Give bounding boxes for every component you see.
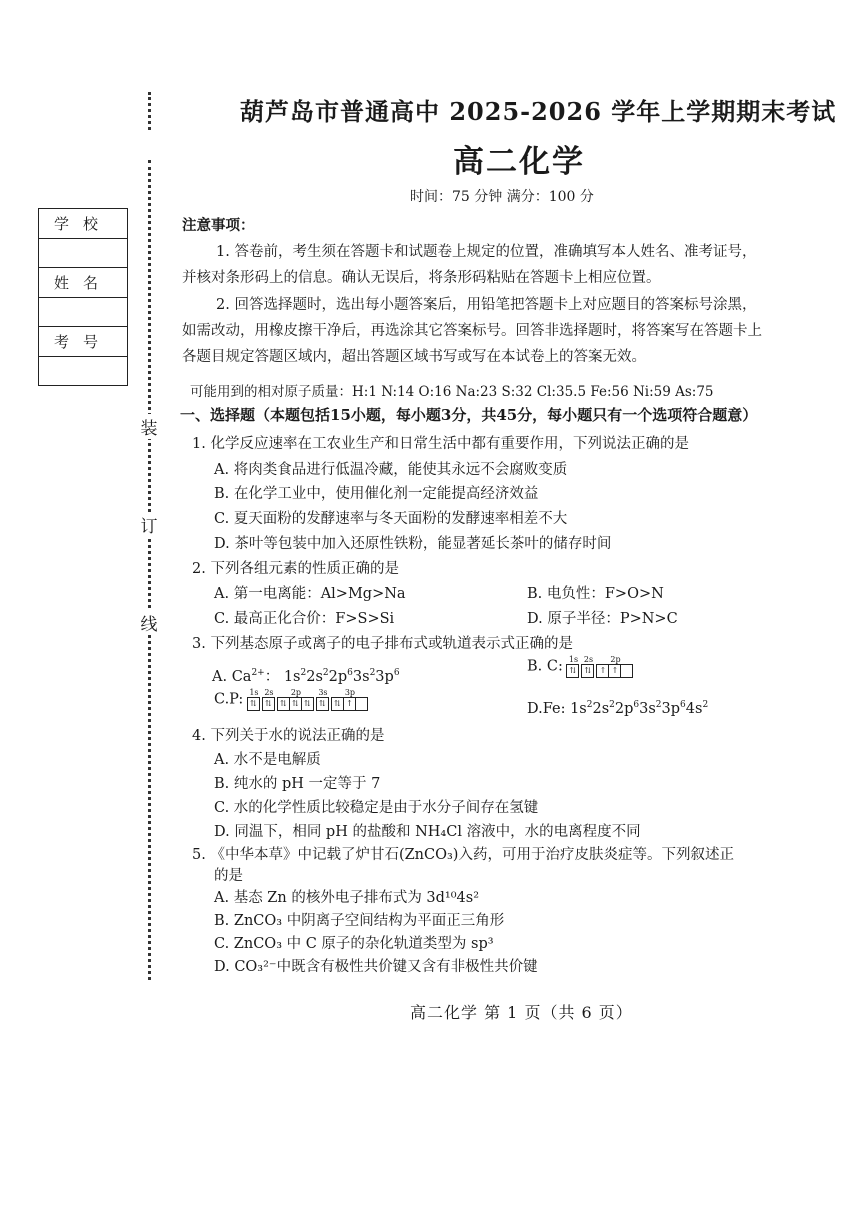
q3-d-config: [570, 701, 708, 717]
orbital-box: [620, 664, 633, 678]
q3-c-prefix: C.P:: [214, 691, 244, 708]
exam-number-label: 考号: [39, 327, 127, 357]
orbital-boxes: [597, 664, 633, 678]
orbital-boxes: [317, 697, 329, 711]
q2-option-b[interactable]: B. 电负性：F>O>N: [527, 586, 664, 602]
binding-char-xian: 线: [138, 610, 160, 635]
page-footer: 高二化学 第 1 页（共 6 页）: [410, 1003, 633, 1022]
orbital-group: [597, 655, 633, 678]
q3-a-colon: ：: [264, 669, 280, 685]
q5-option-d[interactable]: D. CO₃²⁻中既含有极性共价键又含有非极性共价键: [214, 959, 538, 975]
orbital-label: 2s: [583, 655, 594, 664]
exam-subject: 高二化学: [453, 144, 585, 180]
orbital-group: [263, 688, 275, 711]
exam-number-field[interactable]: [39, 357, 127, 386]
q3-b-orbital-diagram: [567, 655, 633, 678]
config-orbital: 1s: [570, 700, 587, 717]
q3-option-d[interactable]: [527, 700, 708, 717]
orbital-label: 2p: [610, 655, 621, 664]
config-count: 2: [655, 700, 662, 710]
orbital-box: ⇅: [301, 697, 314, 711]
config-count: 2: [586, 700, 593, 710]
orbital-group: [317, 688, 329, 711]
orbital-box: ⇅: [262, 697, 275, 711]
orbital-box: ↑: [343, 697, 356, 711]
q5-stem: 5. 《中华本草》中记载了炉甘石(ZnCO₃)入药，可用于治疗皮肤炎症等。下列叙述正: [192, 847, 734, 863]
section-1-heading: 一、选择题（本题包括15小题，每小题3分，共45分，每小题只有一个选项符合题意）: [180, 406, 758, 424]
orbital-box: ⇅: [331, 697, 344, 711]
q1-option-a[interactable]: A. 将肉类食品进行低温冷藏，能使其永远不会腐败变质: [214, 462, 568, 478]
atomic-masses: 可能用到的相对原子质量：H:1 N:14 O:16 Na:23 S:32 Cl:35.5 Fe:56 Ni:59 As:75: [190, 384, 714, 400]
config-count: 2: [369, 668, 376, 679]
config-orbital: 3s: [352, 669, 370, 685]
binding-dotted-line-top: [148, 92, 151, 130]
orbital-box: ⇅: [247, 697, 260, 711]
orbital-group: [278, 688, 314, 711]
config-orbital: 2s: [306, 669, 323, 685]
name-field[interactable]: [39, 298, 127, 328]
notice-line-3: 2. 回答选择题时，选出每小题答案后，用铅笔把答题卡上对应题目的答案标号涂黑，: [216, 297, 757, 313]
q3-a-charge: 2+: [251, 668, 265, 679]
q3-option-a[interactable]: [212, 665, 400, 686]
orbital-boxes: [582, 664, 594, 678]
exam-title: 葫芦岛市普通高中 2025-2026 学年上学期期末考试: [240, 97, 837, 126]
binding-char-zhuang: 装: [138, 414, 160, 439]
orbital-boxes: [248, 697, 260, 711]
config-count: 6: [393, 668, 400, 679]
q3-stem: 3. 下列基态原子或离子的电子排布式或轨道表示式正确的是: [192, 636, 573, 652]
config-orbital: 2p: [328, 669, 348, 685]
orbital-label: 2p: [290, 688, 302, 697]
orbital-boxes: [567, 664, 579, 678]
q3-option-c[interactable]: [214, 688, 368, 711]
notice-heading: 注意事项：: [182, 217, 255, 234]
q3-d-prefix: D.Fe:: [527, 700, 566, 717]
q3-a-prefix: A. Ca: [212, 669, 252, 685]
orbital-group: [582, 655, 594, 678]
orbital-boxes: [263, 697, 275, 711]
config-count: 2: [702, 700, 709, 710]
orbital-box: ⇅: [277, 697, 290, 711]
q3-a-config: [284, 669, 400, 685]
config-orbital: 1s: [283, 669, 301, 685]
config-count: 2: [609, 700, 615, 710]
q2-option-d[interactable]: D. 原子半径：P>N>C: [527, 611, 678, 627]
binding-dotted-line: [148, 160, 151, 980]
q1-option-b[interactable]: B. 在化学工业中，使用催化剂一定能提高经济效益: [214, 486, 539, 502]
config-orbital: 2p: [614, 700, 634, 717]
name-label: 姓名: [39, 268, 127, 298]
q5-option-c[interactable]: C. ZnCO₃ 中 C 原子的杂化轨道类型为 sp³: [214, 936, 494, 952]
orbital-label: 1s: [249, 688, 259, 697]
orbital-box: [355, 697, 368, 711]
q1-option-c[interactable]: C. 夏天面粉的发酵速率与冬天面粉的发酵速率相差不大: [214, 511, 568, 527]
notice-line-4: 如需改动，用橡皮擦干净后，再选涂其它答案标号。回答非选择题时，将答案写在答题卡上: [182, 323, 762, 339]
config-orbital: 2s: [592, 700, 610, 717]
config-count: 6: [633, 700, 640, 710]
q2-stem: 2. 下列各组元素的性质正确的是: [192, 561, 399, 577]
time-score-info: 时间：75 分钟 满分：100 分: [410, 189, 594, 205]
orbital-label: 2s: [264, 688, 274, 697]
q3-c-orbital-diagram: [248, 688, 368, 711]
config-count: 6: [347, 668, 353, 679]
q4-option-d[interactable]: D. 同温下，相同 pH 的盐酸和 NH₄Cl 溶液中，水的电离程度不同: [214, 824, 641, 840]
q1-option-d[interactable]: D. 茶叶等包装中加入还原性铁粉，能显著延长茶叶的储存时间: [214, 536, 612, 552]
binding-char-ding: 订: [138, 512, 160, 537]
orbital-box: ⇅: [289, 697, 302, 711]
orbital-group: [332, 688, 368, 711]
school-field[interactable]: [39, 239, 127, 269]
config-count: 2: [300, 668, 307, 679]
orbital-box: ↑: [608, 664, 621, 678]
config-orbital: 4s: [685, 700, 703, 717]
q2-option-c[interactable]: C. 最高正化合价：F>S>Si: [214, 611, 395, 627]
orbital-label: 1s: [568, 655, 579, 664]
config-count: 2: [322, 668, 329, 679]
config-orbital: 3s: [639, 700, 656, 717]
school-label: 学校: [39, 209, 127, 239]
q4-stem: 4. 下列关于水的说法正确的是: [192, 728, 385, 744]
orbital-boxes: [278, 697, 314, 711]
orbital-box: ↑: [596, 664, 609, 678]
student-info-table: [38, 208, 128, 386]
orbital-group: [567, 655, 579, 678]
q5-option-b[interactable]: B. ZnCO₃ 中阴离子空间结构为平面正三角形: [214, 913, 505, 929]
orbital-box: ⇅: [566, 664, 579, 678]
q3-b-prefix: B. C:: [527, 658, 563, 675]
orbital-label: 3s: [318, 688, 328, 697]
notice-line-1: 1. 答卷前，考生须在答题卡和试题卷上规定的位置，准确填写本人姓名、准考证号，: [216, 244, 757, 260]
q4-option-b[interactable]: B. 纯水的 pH 一定等于 7: [214, 776, 381, 792]
q3-option-b[interactable]: [527, 655, 633, 678]
q4-option-a[interactable]: A. 水不是电解质: [214, 752, 321, 768]
orbital-box: ⇅: [581, 664, 594, 678]
q5-option-a[interactable]: A. 基态 Zn 的核外电子排布式为 3d¹⁰4s²: [214, 890, 480, 906]
q5-stem-cont: 的是: [214, 868, 243, 884]
notice-line-2: 并核对条形码上的信息。确认无误后，将条形码粘贴在答题卡上相应位置。: [182, 270, 661, 286]
q2-option-a[interactable]: A. 第一电离能：Al>Mg>Na: [214, 586, 406, 602]
config-orbital: 3p: [375, 669, 394, 685]
q1-stem: 1. 化学反应速率在工农业生产和日常生活中都有重要作用，下列说法正确的是: [192, 436, 689, 452]
orbital-label: 3p: [344, 688, 356, 697]
notice-line-5: 各题目规定答题区域内，超出答题区域书写或写在本试卷上的答案无效。: [182, 349, 646, 365]
orbital-boxes: [332, 697, 368, 711]
orbital-box: ⇅: [316, 697, 329, 711]
q4-option-c[interactable]: C. 水的化学性质比较稳定是由于水分子间存在氢键: [214, 800, 539, 816]
config-orbital: 3p: [661, 700, 681, 717]
config-count: 6: [680, 700, 686, 710]
orbital-group: [248, 688, 260, 711]
